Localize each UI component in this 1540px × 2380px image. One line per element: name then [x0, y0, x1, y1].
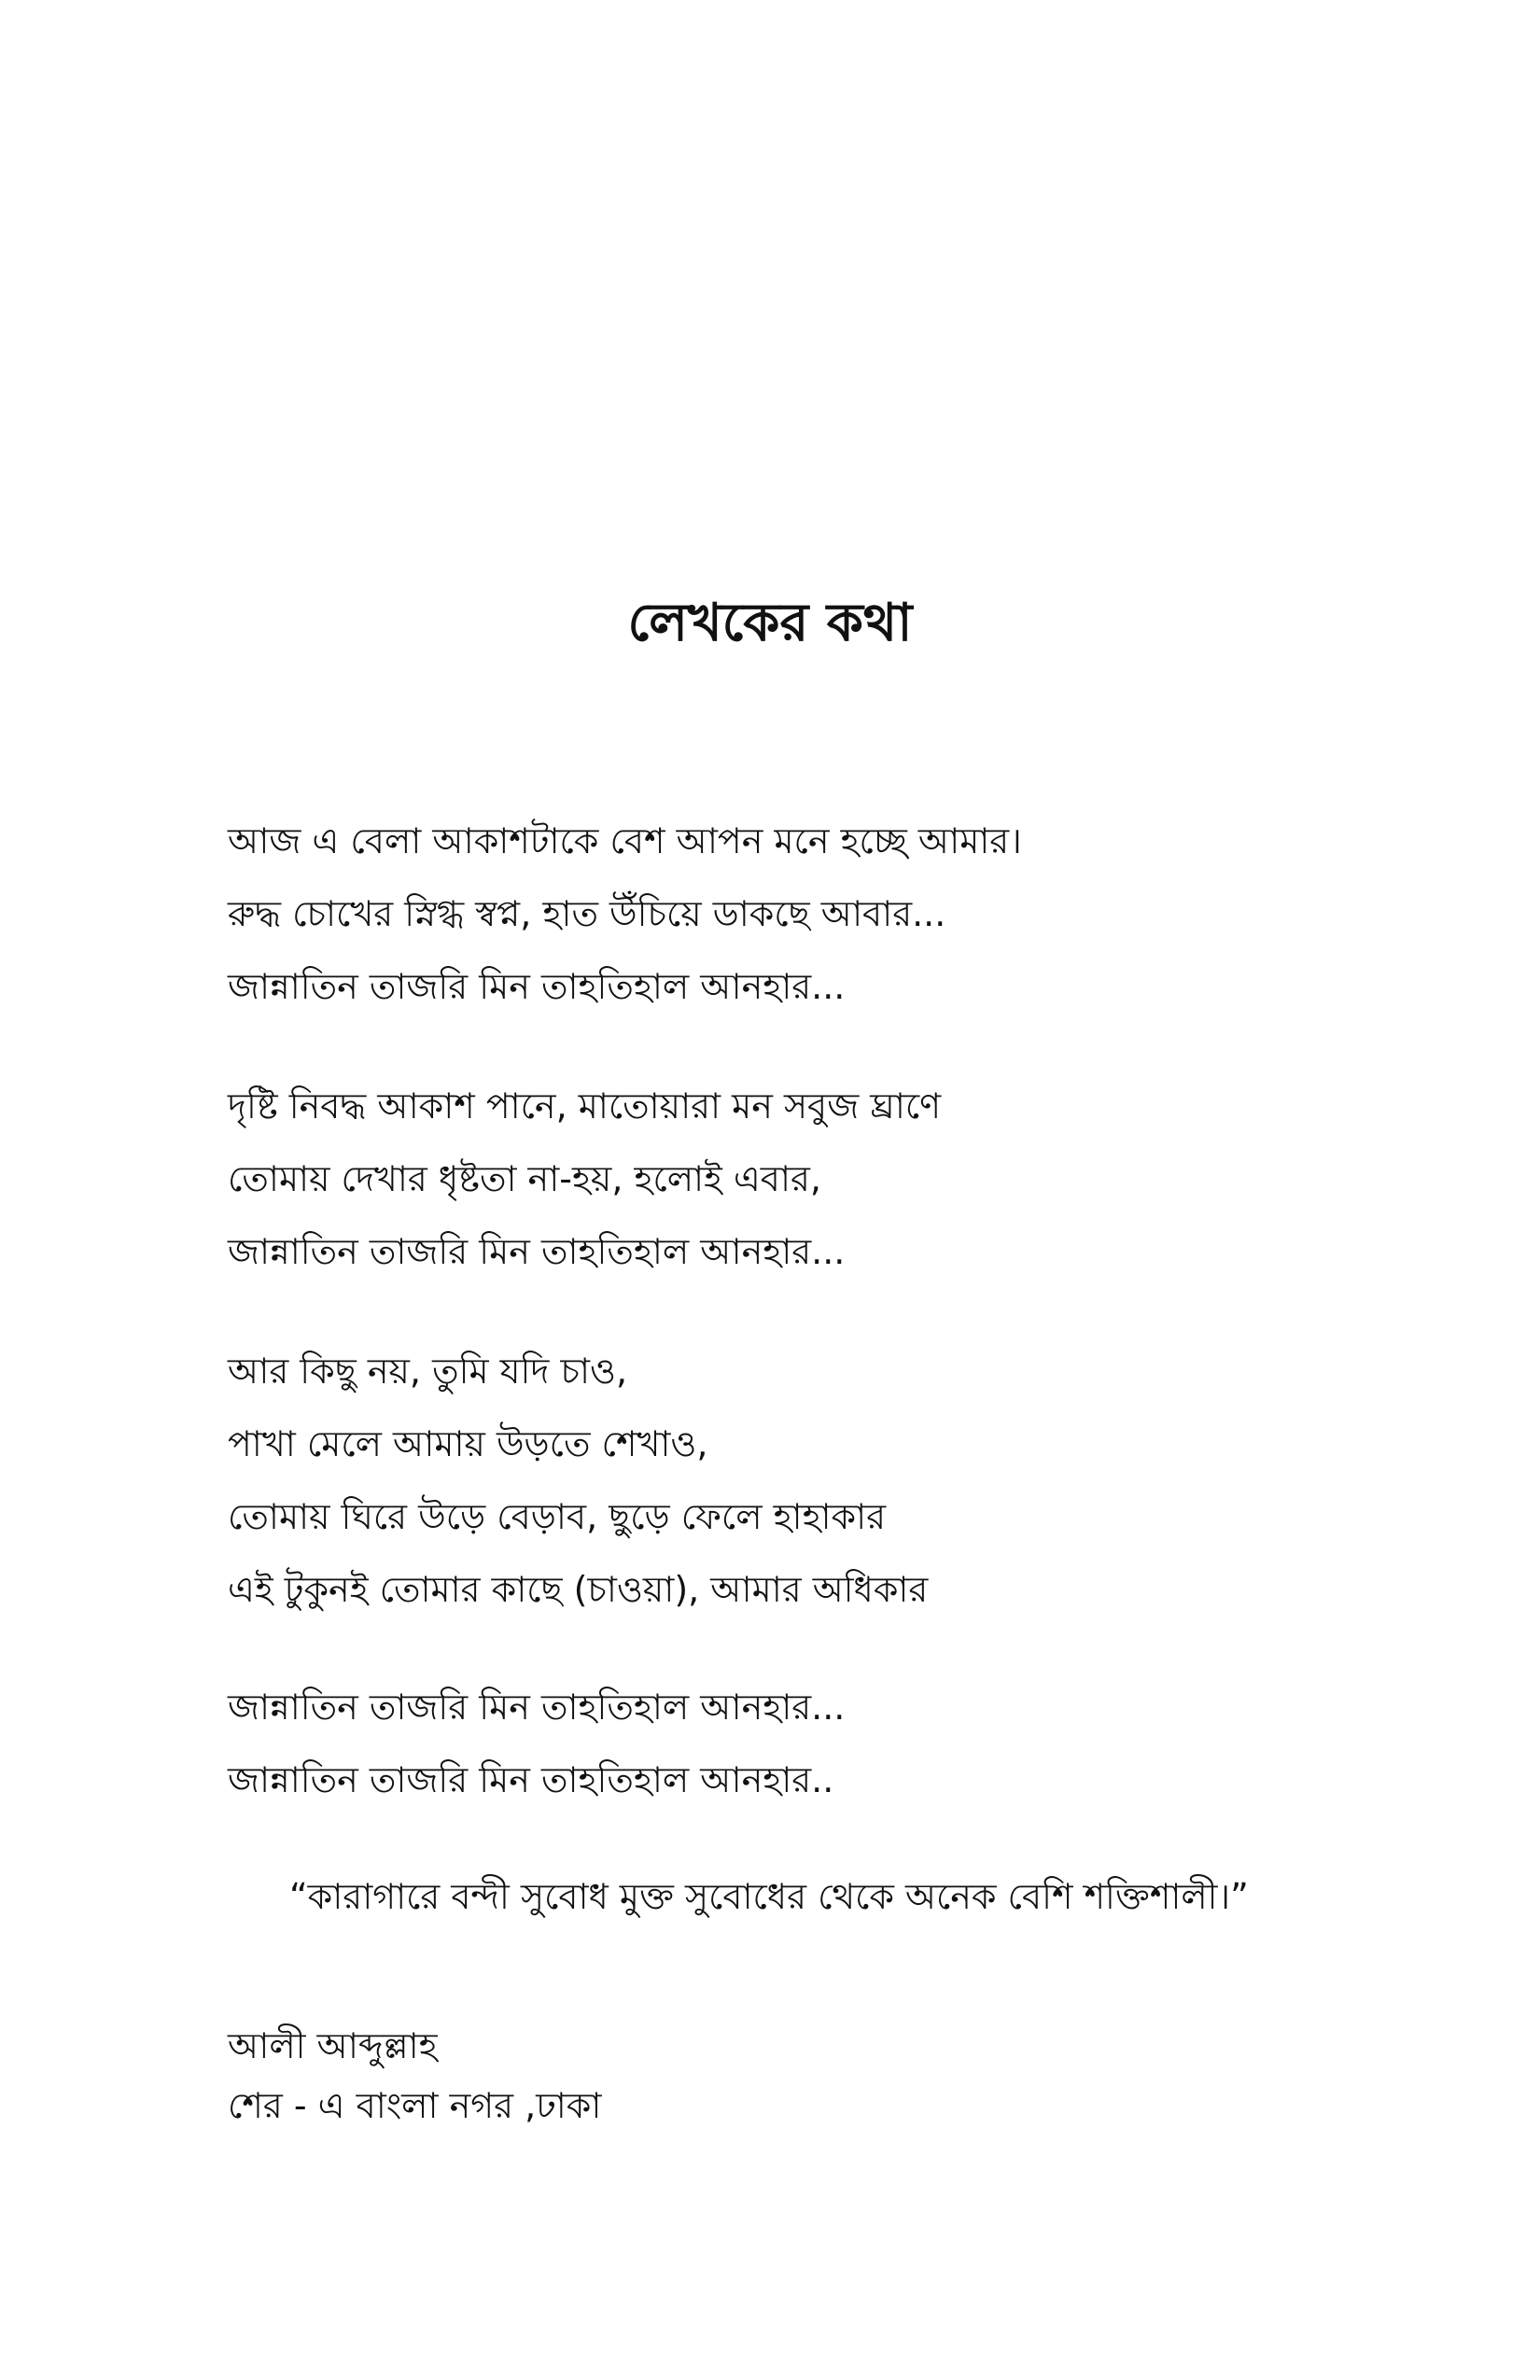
- signature-block: [228, 2021, 1348, 2131]
- stanza-4: [228, 1682, 1348, 1805]
- poem-line: আর কিছু নয়, তুমি যদি চাও,: [228, 1351, 628, 1392]
- poem-line: পাখা মেলে আমায় উড়তে শেখাও,: [228, 1423, 708, 1464]
- poem-line: আজ এ বেলা আকাশটাকে বেশ আপন মনে হচ্ছে আমার।: [228, 820, 1022, 861]
- poem-line: জান্নাতিন তাজরি মিন তাহতিহাল আনহার...: [228, 1231, 846, 1272]
- stanza-3: [228, 1346, 1348, 1615]
- poem-line: তোমায় দেখার ধৃষ্টতা না-হয়, হলোই এবার,: [228, 1158, 821, 1199]
- stanza-1: [228, 816, 1348, 1012]
- poem-line: রুদ্ধ চোখের স্নিগ্ধ স্বপ্ন, হাত উঁচিয়ে ডাকছে আবার...: [228, 893, 946, 934]
- page-title: লেখকের কথা: [627, 593, 913, 653]
- stanza-2: [228, 1081, 1348, 1277]
- poem-line: এই টুকুনই তোমার কাছে (চাওয়া), আমার অধিকার: [228, 1569, 929, 1610]
- poem-line: জান্নাতিন তাজরি মিন তাহতিহাল আনহার...: [228, 1687, 846, 1728]
- quote: “কারাগারে বন্দী সুবোধ মুক্ত সুবোধের থেকে অনেক বেশি শক্তিশালী।”: [289, 1876, 1249, 1917]
- author-name: আলী আব্দুল্লাহ: [228, 2025, 438, 2066]
- poem-line: জান্নাতিন তাজরি মিন তাহতিহাল আনহার...: [228, 966, 846, 1007]
- poem-line: জান্নাতিন তাজরি মিন তাহতিহাল আনহার..: [228, 1759, 834, 1800]
- author-place: শের - এ বাংলা নগর ,ঢাকা: [228, 2085, 602, 2126]
- poem-line: দৃষ্টি নিবদ্ধ আকাশ পানে, মাতোয়ারা মন সবুজ ঘ্রাণে: [228, 1085, 942, 1127]
- poem-line: তোমায় ঘিরে উড়ে বেড়াব, ছুড়ে ফেলে হাহাকার: [228, 1496, 887, 1537]
